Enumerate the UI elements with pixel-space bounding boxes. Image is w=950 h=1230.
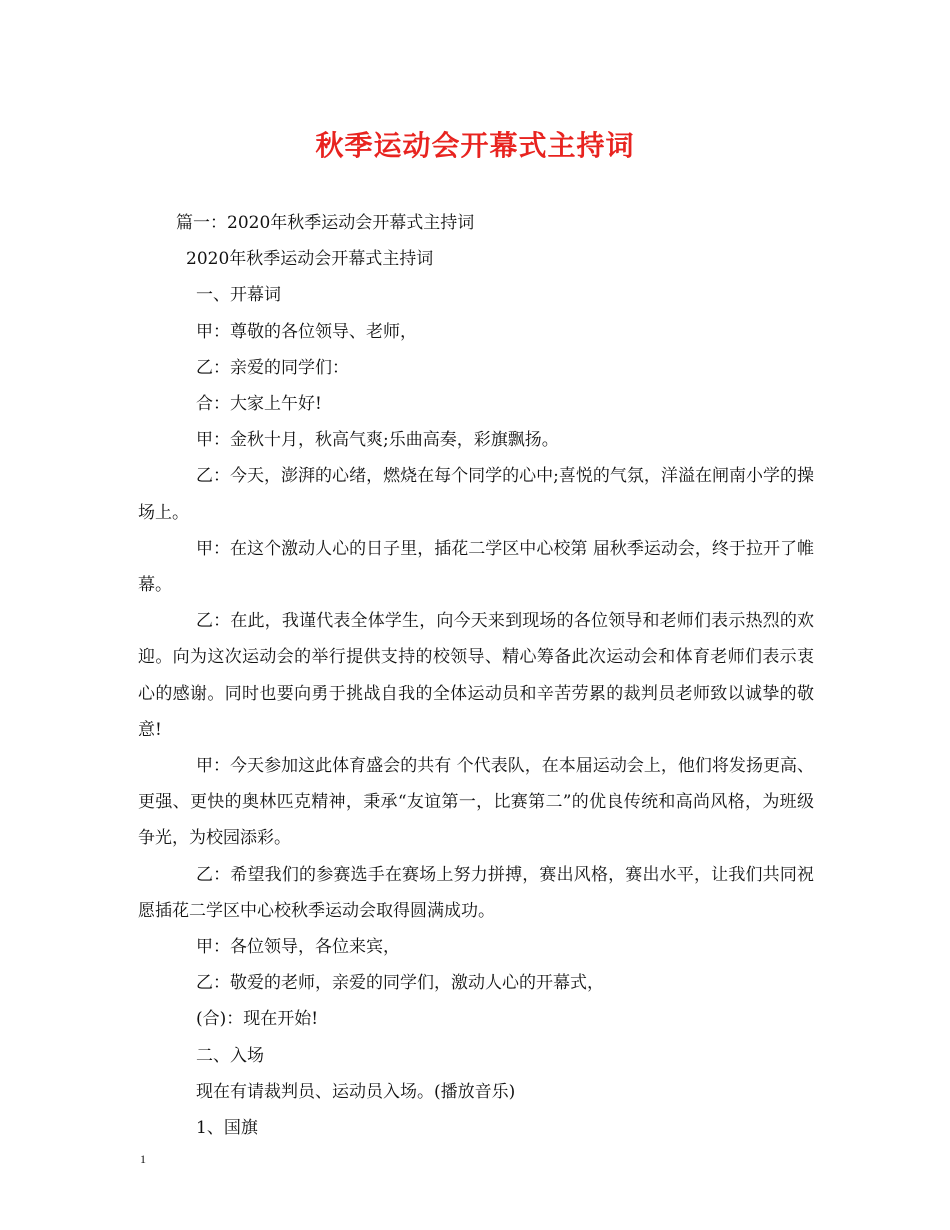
paragraph-section-heading: 篇一：2020年秋季运动会开幕式主持词 (176, 213, 475, 233)
paragraph: (合)：现在开始! (196, 1009, 319, 1030)
paragraph: 合：大家上午好! (196, 394, 322, 415)
page-number: 1 (140, 1152, 146, 1166)
paragraph: 乙：希望我们的参赛选手在赛场上努力拼搏，赛出风格，赛出水平，让我们共同祝愿插花二学区中心校秋季运动会取得圆满成功。 (138, 864, 814, 921)
paragraph-entrance-heading: 二、入场 (196, 1045, 264, 1066)
paragraph-opening-heading: 一、开幕词 (196, 285, 281, 306)
paragraph: 甲：今天参加这此体育盛会的共有 个代表队，在本届运动会上，他们将发扬更高、更强、更快的奥林匹克精神，秉承“友谊第一，比赛第二”的优良传统和高尚风格，为班级争光，为校园添彩。 (138, 756, 814, 849)
paragraph: 甲：各位领导，各位来宾， (196, 937, 400, 958)
paragraph: 乙：在此，我谨代表全体学生，向今天来到现场的各位领导和老师们表示热烈的欢迎。向为这次运动会的举行提供支持的校领导、精心筹备此次运动会和体育老师们表示衷心的感谢。同时也要向勇于挑战自我的全体运动员和辛苦劳累的裁判员老师致以诚挚的敬意! (138, 611, 814, 740)
paragraph-subtitle: 2020年秋季运动会开幕式主持词 (186, 249, 434, 270)
paragraph: 甲：尊敬的各位领导、老师， (196, 321, 417, 342)
paragraph: 乙：敬爱的老师，亲爱的同学们，激动人心的开幕式， (196, 973, 604, 994)
paragraph-list-item: 1、国旗 (196, 1118, 258, 1139)
document-title: 秋季运动会开幕式主持词 (315, 129, 635, 162)
paragraph: 乙：今天，澎湃的心绪，燃烧在每个同学的心中;喜悦的气氛，洋溢在闸南小学的操场上。 (138, 466, 814, 523)
paragraph: 甲：金秋十月，秋高气爽;乐曲高奏，彩旗飘扬。 (196, 430, 559, 451)
paragraph: 甲：在这个激动人心的日子里，插花二学区中心校第 届秋季运动会，终于拉开了帷幕。 (138, 538, 814, 596)
document-body (138, 205, 814, 1146)
paragraph: 现在有请裁判员、运动员入场。(播放音乐) (196, 1081, 516, 1102)
paragraph: 乙：亲爱的同学们： (196, 357, 349, 378)
